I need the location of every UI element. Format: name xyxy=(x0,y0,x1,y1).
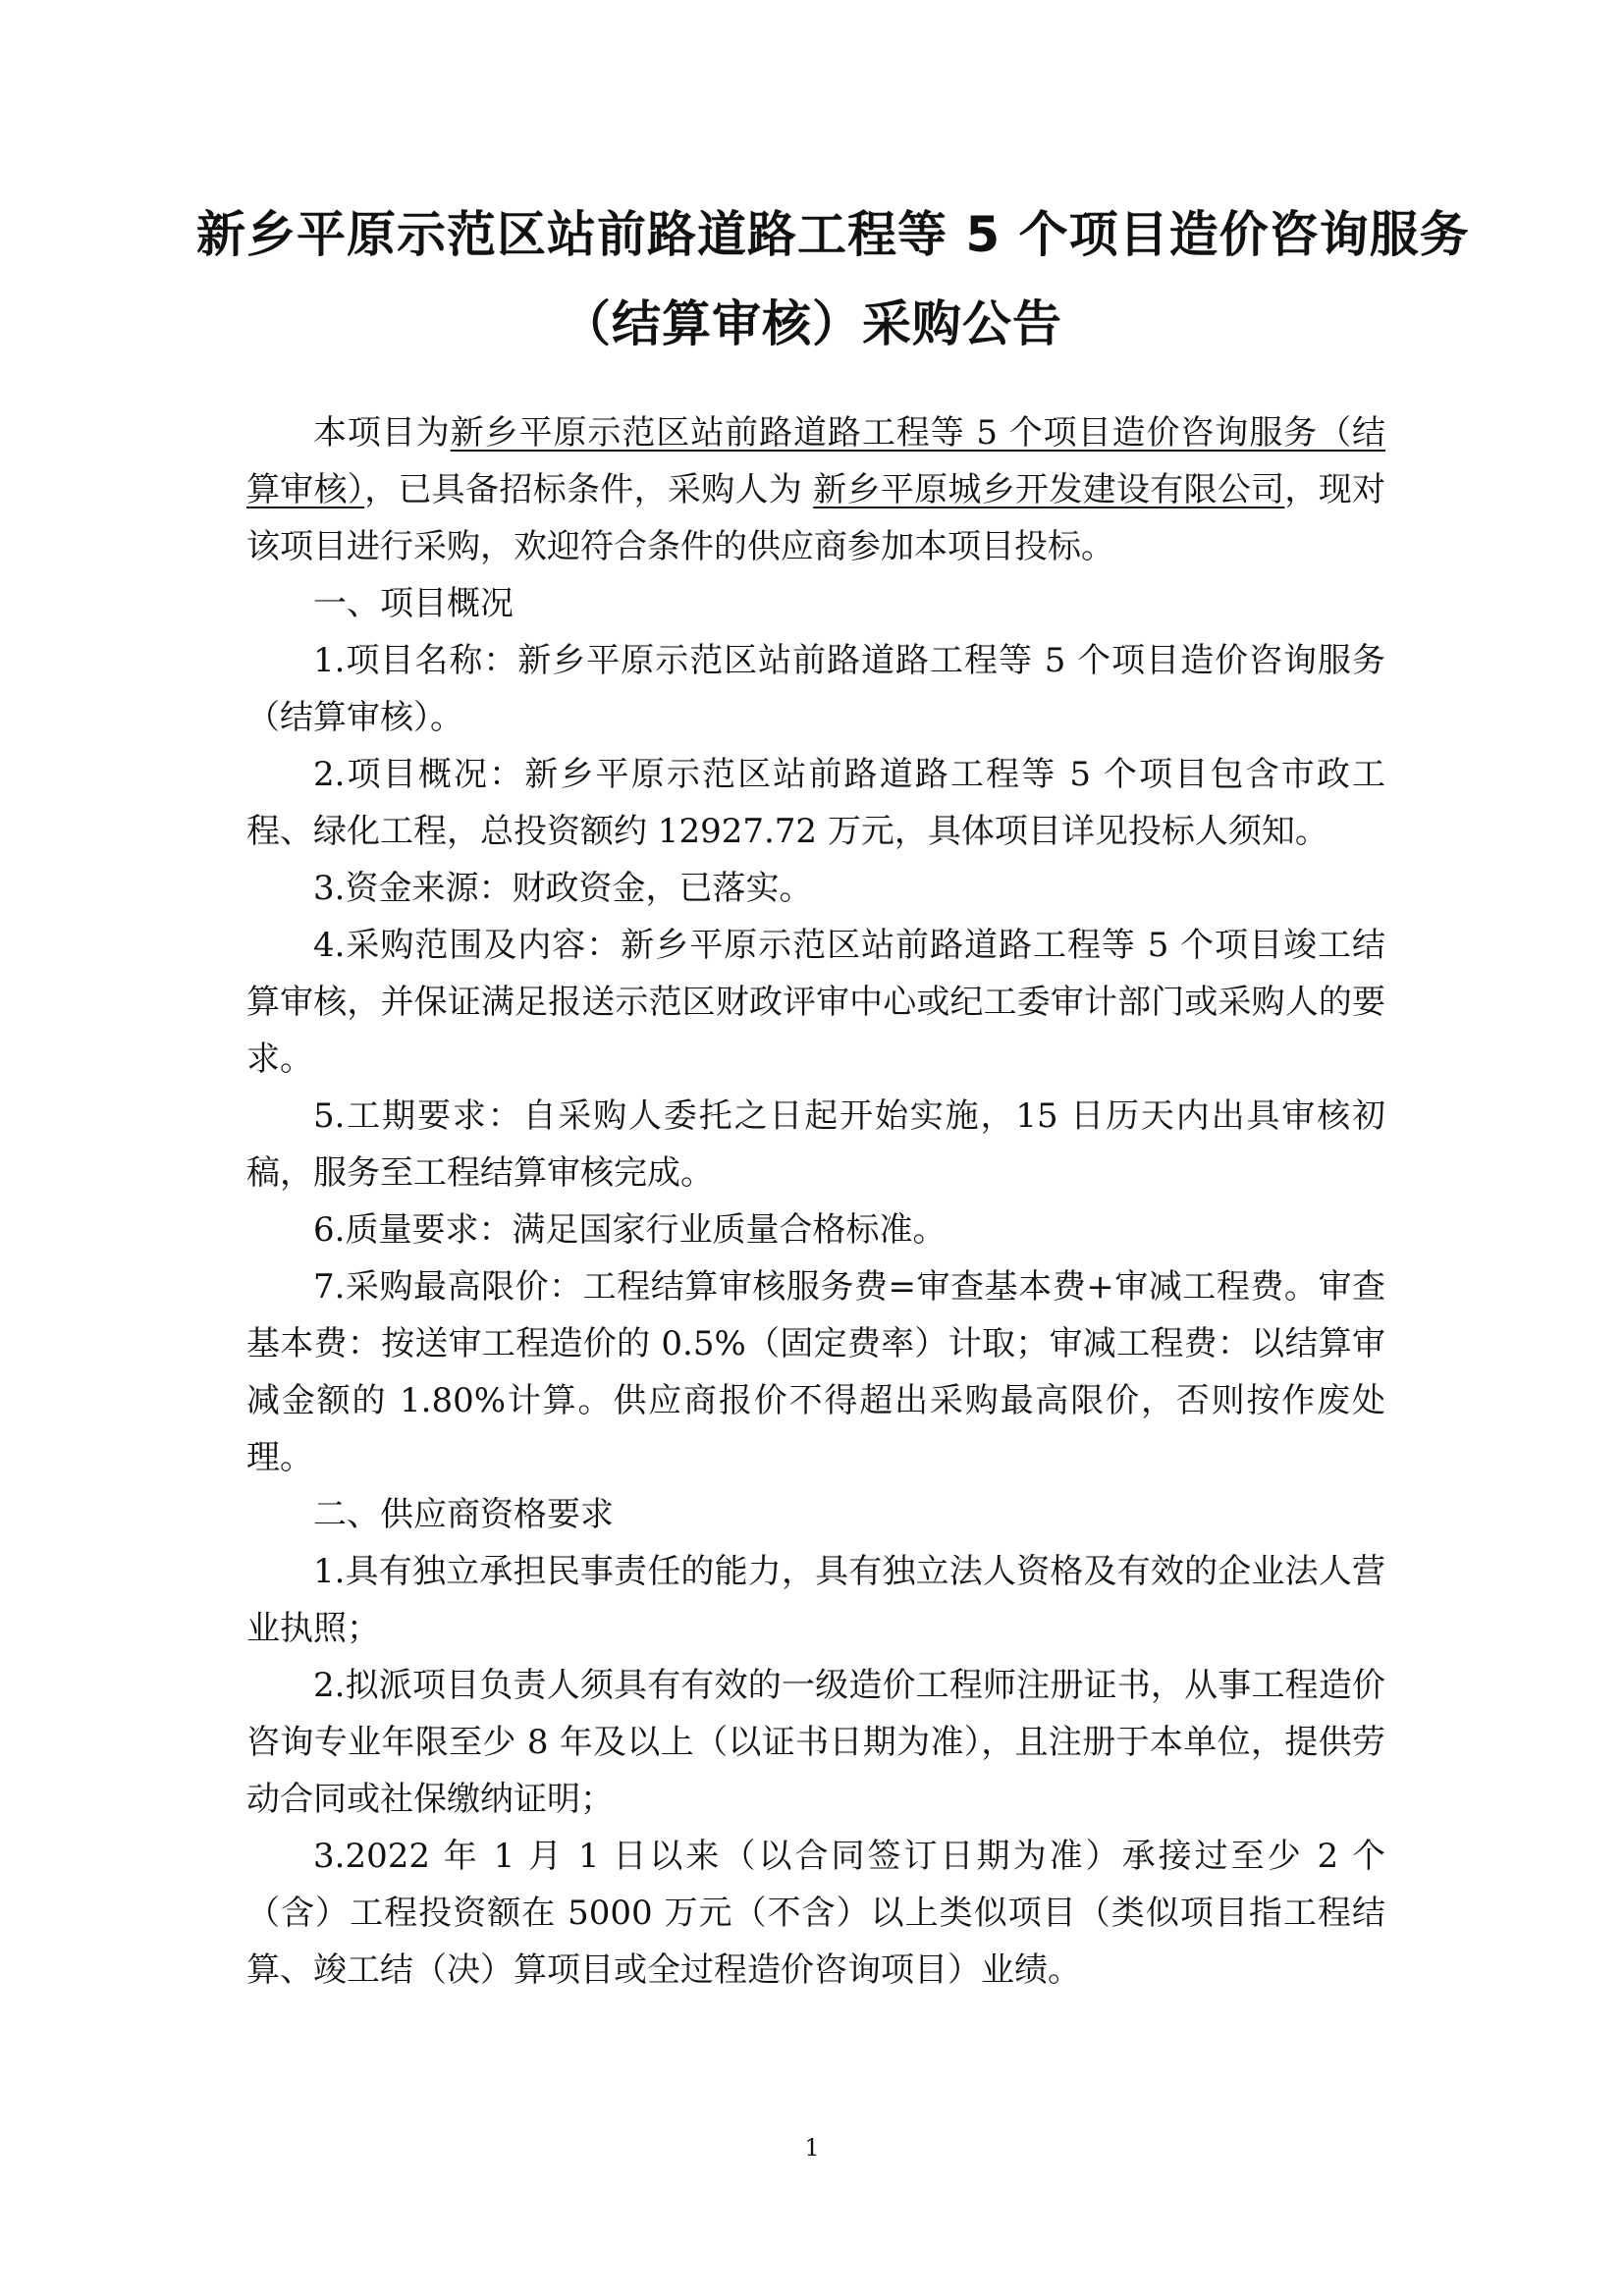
section-heading-supplier-qualifications: 二、供应商资格要求 xyxy=(313,1495,614,1534)
project-name-underlined: 新乡平原示范区站前路道路工程等 5 个项目造价咨询服务（结算审核） xyxy=(246,413,1386,509)
document-title-line-2: （结算审核）采购公告 xyxy=(562,295,1062,352)
overview-item-1: 1.项目名称：新乡平原示范区站前路道路工程等 5 个项目造价咨询服务（结算审核）。 xyxy=(246,641,1385,737)
document-body xyxy=(246,404,1385,1999)
intro-text-3: ，现对该项目进行采购，欢迎符合条件的供应商参加本项目投标。 xyxy=(246,470,1386,566)
overview-item-4: 4.采购范围及内容：新乡平原示范区站前路道路工程等 5 个项目竣工结算审核，并保证满足报送示范区财政评审中心或纪工委审计部门或采购人的要求。 xyxy=(246,926,1385,1079)
intro-text-1: 本项目为 xyxy=(313,413,451,453)
qualification-item-2: 2.拟派项目负责人须具有有效的一级造价工程师注册证书，从事工程造价咨询专业年限至少 8 年及以上（以证书日期为准），且注册于本单位，提供劳动合同或社保缴纳证明； xyxy=(246,1666,1385,1819)
intro-text-2: ，已具备招标条件，采购人为 xyxy=(364,470,814,509)
overview-item-6: 6.质量要求：满足国家行业质量合格标准。 xyxy=(313,1210,947,1250)
document-title-line-1: 新乡平原示范区站前路道路工程等 5 个项目造价咨询服务 xyxy=(196,206,1470,263)
purchaser-underlined: 新乡平原城乡开发建设有限公司 xyxy=(813,470,1285,509)
qualification-item-1: 1.具有独立承担民事责任的能力，具有独立法人资格及有效的企业法人营业执照； xyxy=(246,1552,1385,1648)
overview-item-2: 2.项目概况：新乡平原示范区站前路道路工程等 5 个项目包含市政工程、绿化工程，总投资额约 12927.72 万元，具体项目详见投标人须知。 xyxy=(246,755,1385,851)
intro-paragraph xyxy=(246,404,1385,575)
overview-item-7: 7.采购最高限价：工程结算审核服务费=审查基本费+审减工程费。审查基本费：按送审工程造价的 0.5%（固定费率）计取；审减工程费：以结算审减金额的 1.80%计算。供应商报价不得超出采购最高限价，否则按作废处理。 xyxy=(246,1267,1385,1477)
qualification-item-3: 3.2022 年 1 月 1 日以来（以合同签订日期为准）承接过至少 2 个（含）工程投资额在 5000 万元（不含）以上类似项目（类似项目指工程结算、竣工结（决）算项目或全过程造价咨询项目）业绩。 xyxy=(246,1837,1385,1990)
section-heading-project-overview: 一、项目概况 xyxy=(313,584,514,623)
overview-item-5: 5.工期要求：自采购人委托之日起开始实施，15 日历天内出具审核初稿，服务至工程结算审核完成。 xyxy=(246,1096,1385,1193)
page-number: 1 xyxy=(804,2134,820,2162)
overview-item-3: 3.资金来源：财政资金，已落实。 xyxy=(313,869,813,908)
